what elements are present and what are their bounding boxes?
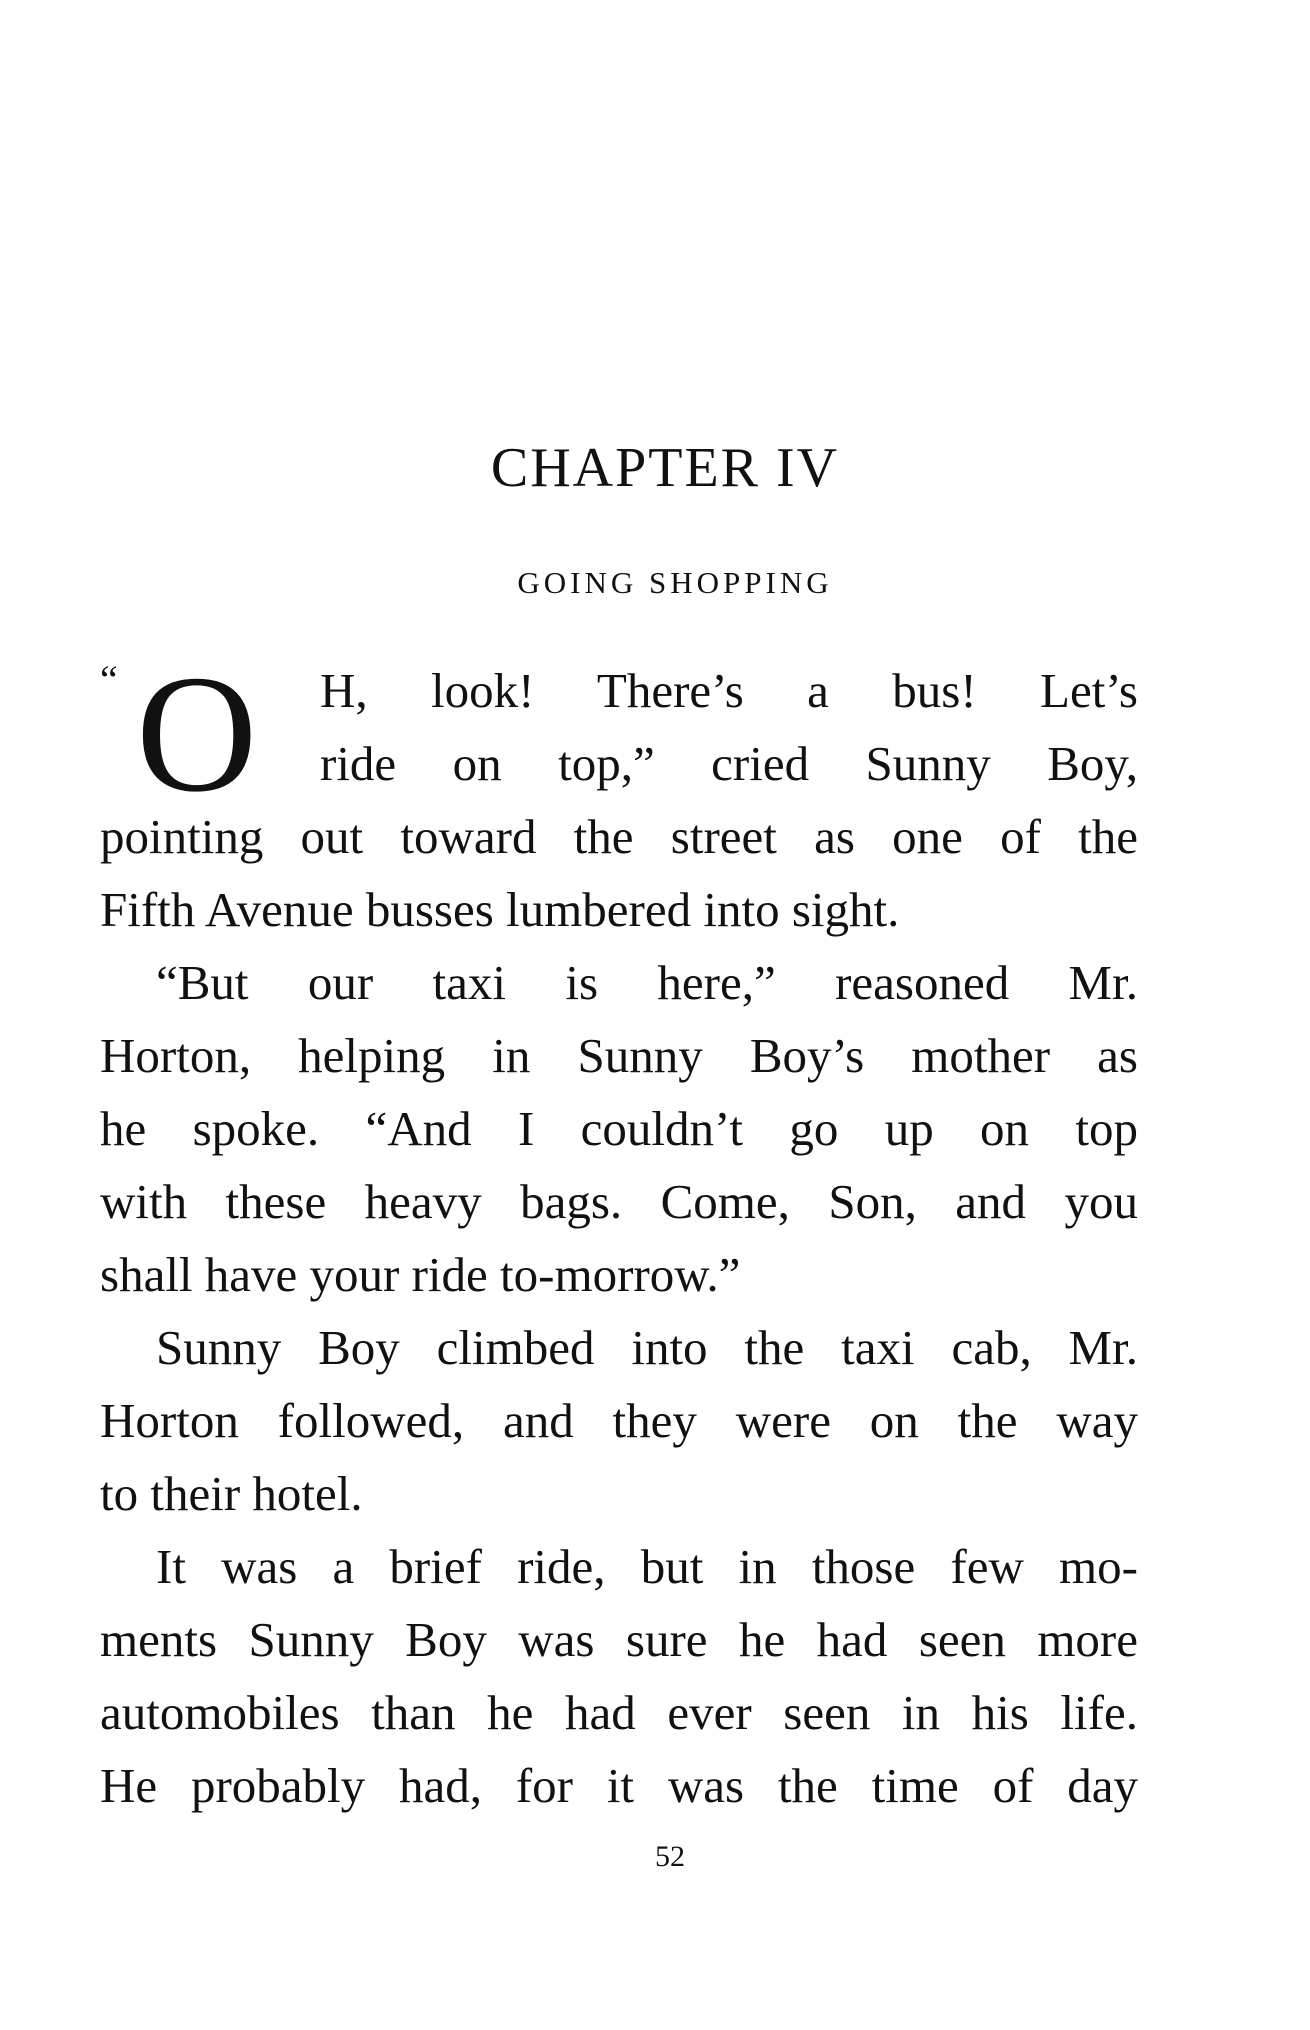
drop-cap-quote: “ — [100, 657, 118, 702]
text-line: he spoke. “And I couldn’t go up on top — [100, 1101, 1138, 1156]
text-line: Sunny Boy climbed into the taxi cab, Mr. — [156, 1320, 1138, 1375]
drop-cap — [100, 641, 312, 827]
text-line: “But our taxi is here,” reasoned Mr. — [156, 955, 1138, 1010]
text-line: H, look! There’s a bus! Let’s — [320, 663, 1138, 718]
chapter-title: GOING SHOPPING — [517, 565, 833, 600]
page-number: 52 — [655, 1840, 685, 1873]
text-line: shall have your ride to-morrow.” — [100, 1247, 741, 1302]
text-line: Fifth Avenue busses lumbered into sight. — [100, 882, 900, 937]
text-line: It was a brief ride, but in those few mo- — [156, 1539, 1138, 1594]
text-line: pointing out toward the street as one of the — [100, 809, 1138, 864]
text-line: Horton, helping in Sunny Boy’s mother as — [100, 1028, 1138, 1083]
text-line: to their hotel. — [100, 1466, 363, 1521]
text-line: automobiles than he had ever seen in his life. — [100, 1685, 1138, 1740]
text-line: ments Sunny Boy was sure he had seen more — [100, 1612, 1138, 1667]
drop-cap-letter: O — [136, 641, 258, 827]
text-line: with these heavy bags. Come, Son, and you — [100, 1174, 1138, 1229]
text-line: He probably had, for it was the time of day — [100, 1758, 1138, 1813]
text-line: ride on top,” cried Sunny Boy, — [320, 736, 1138, 791]
chapter-number: CHAPTER IV — [490, 437, 840, 499]
body-text — [100, 641, 1138, 1822]
text-line: Horton followed, and they were on the way — [100, 1393, 1138, 1448]
